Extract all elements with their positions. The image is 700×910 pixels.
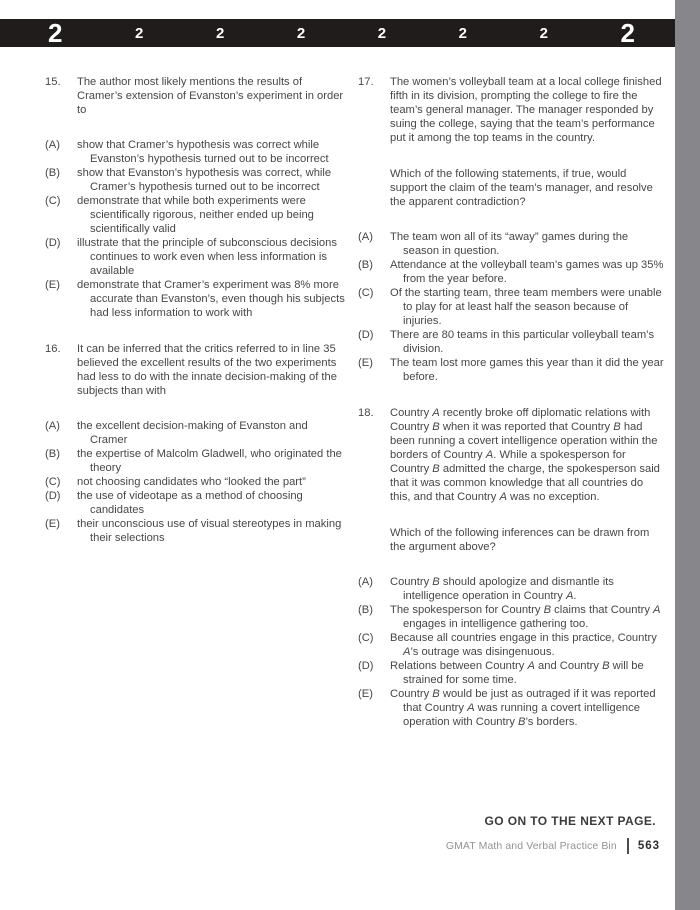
page-number: 563 [637, 840, 660, 852]
answer-options [358, 230, 664, 384]
section-number-bar [0, 19, 675, 47]
option-label: (D) [358, 329, 374, 341]
question-number: 18. [358, 407, 374, 419]
answer-option [45, 166, 347, 194]
answer-option [358, 258, 664, 286]
book-title: GMAT Math and Verbal Practice Bin [445, 840, 617, 852]
option-label: (D) [45, 490, 61, 502]
question-stem: The women’s volleyball team at a local college finished fifth in its division, prompting the college to fire the team’s general manager. The manager responded by suing the college, saying that the team’s performance put it among the top teams in the country. [390, 76, 662, 144]
option-text: the excellent decision-making of Evanston and Cramer [77, 420, 308, 446]
option-label: (C) [45, 476, 61, 488]
option-label: (D) [358, 660, 374, 672]
answer-option [358, 631, 664, 659]
answer-option [358, 659, 664, 687]
answer-option [358, 328, 664, 356]
option-text: The team won all of its “away” games during the season in question. [390, 231, 629, 257]
option-label: (A) [45, 420, 60, 432]
option-text: illustrate that the principle of subconscious decisions continues to work even when less information is available [77, 237, 337, 277]
question-number: 17. [358, 76, 374, 88]
answer-options [45, 419, 347, 545]
option-text: not choosing candidates who “looked the part” [77, 476, 306, 488]
question-15 [45, 75, 347, 320]
option-text: There are 80 teams in this particular volleyball team’s division. [390, 329, 655, 355]
option-label: (A) [358, 231, 373, 243]
answer-option [358, 603, 664, 631]
option-label: (B) [45, 167, 60, 179]
footer-pageline [446, 837, 660, 855]
option-label: (A) [45, 139, 60, 151]
option-label: (B) [358, 259, 373, 271]
answer-option [358, 356, 664, 384]
answer-option [358, 286, 664, 328]
answer-option [45, 517, 347, 545]
question-number: 15. [45, 76, 61, 88]
option-label: (D) [45, 237, 61, 249]
option-label: (E) [358, 688, 373, 700]
question-stem: It can be inferred that the critics referred to in line 35 believed the excellent results of the two experiments had less to do with the innate decision-making of the subjects than with [77, 343, 337, 397]
option-label: (B) [45, 448, 60, 460]
question-16 [45, 342, 347, 545]
option-label: (C) [358, 632, 374, 644]
option-label: (E) [45, 279, 60, 291]
answer-option [45, 419, 347, 447]
section-number: 2 [539, 24, 548, 42]
section-number: 2 [48, 18, 63, 48]
answer-option [45, 489, 347, 517]
answer-option [45, 447, 347, 475]
option-label: (E) [45, 518, 60, 530]
section-number: 2 [620, 18, 635, 48]
section-number: 2 [377, 24, 387, 42]
section-number: 2 [135, 24, 144, 42]
option-label: (C) [45, 195, 61, 207]
answer-option [358, 575, 664, 603]
answer-option [45, 236, 347, 278]
section-number: 2 [296, 24, 306, 42]
question-17 [358, 75, 664, 384]
answer-option [45, 278, 347, 320]
page-edge-strip [675, 0, 700, 910]
option-text: Because all countries engage in this practice, Country A’s outrage was disingenuous. [390, 632, 657, 658]
option-text: The spokesperson for Country B claims that Country A engages in intelligence gathering too. [390, 604, 661, 630]
left-column [45, 75, 347, 545]
option-label: (C) [358, 287, 374, 299]
section-number: 2 [215, 24, 225, 42]
answer-option [358, 687, 664, 729]
question-18 [358, 406, 664, 729]
option-text: The team lost more games this year than it did the year before. [390, 357, 664, 383]
option-label: (A) [358, 576, 373, 588]
option-text: Country B should apologize and dismantle its intelligence operation in Country A. [390, 576, 614, 602]
answer-options [45, 138, 347, 320]
option-text: Of the starting team, three team members were unable to play for at least half the season because of injuries. [390, 287, 662, 327]
option-text: show that Evanston’s hypothesis was correct, while Cramer’s hypothesis turned out to be incorrect [77, 167, 332, 193]
answer-option [45, 138, 347, 166]
page-number-divider [627, 838, 629, 854]
go-on-instruction: GO ON TO THE NEXT PAGE. [484, 814, 656, 828]
answer-options [358, 575, 664, 729]
option-text: their unconscious use of visual stereotypes in making their selections [77, 518, 342, 544]
question-prompt: Which of the following inferences can be drawn from the argument above? [390, 527, 650, 553]
question-number: 16. [45, 343, 61, 355]
right-column [358, 75, 664, 729]
option-text: demonstrate that while both experiments were scientifically rigorous, neither ended up being scientifically valid [77, 195, 314, 235]
option-text: demonstrate that Cramer’s experiment was 8% more accurate than Evanston’s, even though his subjects had less information to work with [77, 279, 345, 319]
question-prompt: Which of the following statements, if true, would support the claim of the team’s manager, and resolve the apparent contradiction? [390, 168, 653, 208]
option-label: (E) [358, 357, 373, 369]
option-label: (B) [358, 604, 373, 616]
section-number: 2 [458, 24, 467, 42]
option-text: Country B would be just as outraged if it was reported that Country A was running a covert intelligence operation with Country B’s borders. [390, 688, 656, 728]
option-text: the use of videotape as a method of choosing candidates [77, 490, 303, 516]
answer-option [358, 230, 664, 258]
answer-option [45, 194, 347, 236]
option-text: the expertise of Malcolm Gladwell, who originated the theory [77, 448, 342, 474]
option-text: Attendance at the volleyball team’s games was up 35% from the year before. [390, 259, 664, 285]
question-stem: The author most likely mentions the results of Cramer’s extension of Evanston’s experiment in order to [77, 76, 344, 116]
question-stem: Country A recently broke off diplomatic relations with Country B when it was reported that Country B had been running a covert intelligence operation within the borders of Country A. While a spokesperson for Country B admitted the charge, the spokesperson said that it was common knowledge that all countries do this, and that Country A was no exception. [390, 407, 660, 503]
answer-option [45, 475, 347, 489]
option-text: Relations between Country A and Country B will be strained for some time. [390, 660, 644, 686]
option-text: show that Cramer’s hypothesis was correct while Evanston’s hypothesis turned out to be incorrect [77, 139, 329, 165]
